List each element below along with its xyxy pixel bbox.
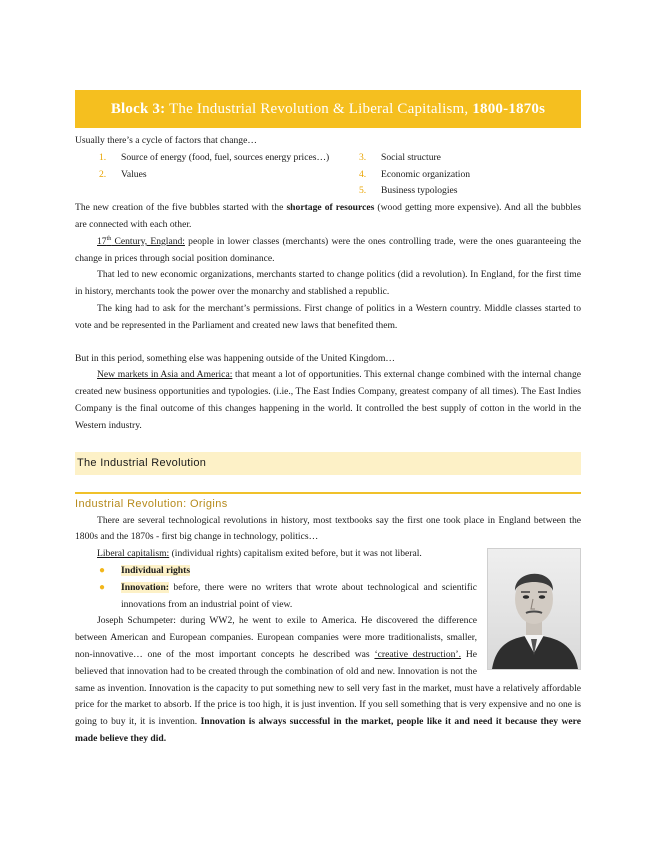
text-run: The new creation of the five bubbles started with the xyxy=(75,202,287,214)
list-text: Social structure xyxy=(381,151,441,163)
bullet-icon: ● xyxy=(99,564,106,576)
highlighted-text: Innovation: xyxy=(121,581,169,593)
block-title: The Industrial Revolution & Liberal Capitalism, xyxy=(165,101,473,117)
list-item xyxy=(99,580,581,614)
paragraph: That led to new economic organizations, merchants started to change politics (did a revolution). In England, for the first time in history, merchants took the power over the monarchy and stablished a republic. xyxy=(75,269,581,298)
bold-text: shortage of resources xyxy=(286,202,375,214)
text-run: Joseph Schumpeter: during WW2, he went to exile to America. He discovered the difference between American and European companies. European companies were more traditionalists, smaller, non-innovative… one of the most important concepts he described was xyxy=(75,615,477,660)
text-run: 17 xyxy=(97,235,107,247)
block-header xyxy=(75,90,581,128)
underlined-text xyxy=(97,236,185,247)
superscript: th xyxy=(106,235,112,242)
text-run: He believed that innovation had to be created through the combination of old and new. Innovation is not the same as invention. Innovation is the capacity to put something new to sell very fast in the market, must have a relatively affordable price for the market to absorb. If the price is too high, it is just invention. If you sell something that is very expensive and no one is going to buy it, it is invention. xyxy=(75,648,581,728)
text-run: (wood getting more expensive). And all the bubbles are connected with each other. xyxy=(75,202,581,230)
list-item xyxy=(99,167,337,184)
paragraph: But in this period, something else was happening outside of the United Kingdom… xyxy=(75,352,396,364)
list-item xyxy=(359,183,470,200)
list-number: 1. xyxy=(99,151,107,163)
list-text: Values xyxy=(121,168,147,180)
text-run: before, there were no writers that wrote about technological and scientific innovations from an industrial point of view. xyxy=(121,581,477,610)
highlighted-text: Individual rights xyxy=(121,564,191,576)
paragraph: There are several technological revolutions in history, most textbooks say the first one took place in England between the 1800s and the 1870s - first big change in technology, politics… xyxy=(75,514,581,543)
bullet-list xyxy=(75,563,581,613)
underlined-text: ‘creative destruction’. xyxy=(374,648,462,660)
text-run: (individual rights) capitalism exited before, but it was not liberal. xyxy=(169,548,422,560)
underlined-text: Liberal capitalism: xyxy=(97,548,170,560)
list-number: 5. xyxy=(359,185,367,197)
text-run: that meant a lot of opportunities. This external change combined with the internal change created new business opportunities and typologies. (i.ie., The East Indies Company, greatest company of all times). The East Indies Company is the final outcome of this changes happening in the world. It controlled the best supply of cotton in the world in the Western industry. xyxy=(75,369,582,431)
list-item xyxy=(359,167,470,184)
list-number: 4. xyxy=(359,168,367,180)
bullet-icon: ● xyxy=(99,581,106,593)
paragraph: The king had to ask for the merchant’s permissions. First change of politics in a Western country. Middle classes started to vote and be represented in the Parliament and created new laws that benefited them. xyxy=(75,302,581,331)
document-page xyxy=(75,90,581,748)
bold-text: Innovation is always successful in the market, people like it and need it because they were made believe they did. xyxy=(75,716,581,744)
paragraph xyxy=(75,367,581,434)
block-label: Block 3: xyxy=(110,101,166,117)
underlined-text: New markets in Asia and America: xyxy=(97,369,233,381)
list-item xyxy=(99,150,337,167)
intro-text: Usually there’s a cycle of factors that change… xyxy=(75,135,257,146)
list-item xyxy=(359,150,470,167)
text-run: people in lower classes (merchants) were the ones controlling trade, were the ones guaranteeing the change in prices through social position dominance. xyxy=(75,235,581,264)
factors-list xyxy=(75,150,581,200)
paragraph xyxy=(75,234,581,268)
list-text: Business typologies xyxy=(381,185,458,197)
list-number: 2. xyxy=(99,168,107,180)
list-text: Economic organization xyxy=(381,168,471,180)
spacer xyxy=(75,335,581,351)
subsection-heading: Industrial Revolution: Origins xyxy=(75,492,581,513)
list-text: Source of energy (food, fuel, sources energy prices…) xyxy=(121,151,330,163)
list-number: 3. xyxy=(359,151,367,163)
text-run: Century, England: xyxy=(111,235,185,247)
block-years: 1800-1870s xyxy=(472,101,546,117)
list-item xyxy=(99,563,581,580)
section-heading: The Industrial Revolution xyxy=(75,452,581,475)
paragraph xyxy=(75,200,581,234)
